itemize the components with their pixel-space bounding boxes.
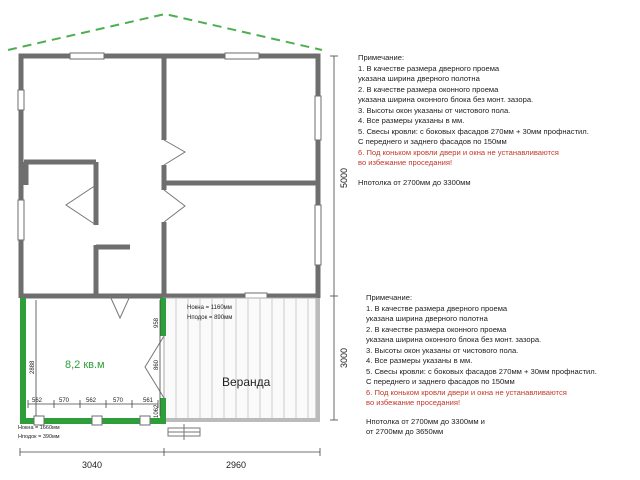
dim-570-b: 570 [113, 398, 124, 404]
notes-bottom [366, 293, 597, 438]
room-area-label: 8,2 кв.м [65, 359, 105, 371]
dim-562-b: 562 [86, 398, 97, 404]
notes-bottom-line: С переднего и заднего фасадов по 150мм [366, 377, 515, 386]
bottom-window-sill: Hподок = 390мм [18, 434, 60, 440]
notes-bottom-line: 4. Все размеры указаны в мм. [366, 356, 473, 365]
dim-2960: 2960 [226, 460, 247, 470]
notes-bottom-line: указана ширина дверного полотна [366, 314, 488, 323]
bottom-window-height: Hокна = 1660мм [18, 425, 60, 431]
dim-860: 860 [154, 359, 160, 370]
notes-top [358, 53, 589, 188]
notes-bottom-ceiling: от 2700мм до 3650мм [366, 427, 444, 436]
notes-top-heading: Примечание: [358, 53, 405, 62]
dim-958: 958 [154, 317, 160, 328]
notes-top-warning: 6. Под коньком кровли двери и окна не устанавливаются [358, 147, 559, 157]
notes-top-ceiling: Hпотолка от 2700мм до 3300мм [358, 177, 471, 187]
notes-bottom-warning: 6. Под коньком кровли двери и окна не устанавливаются [366, 387, 567, 397]
dim-561: 561 [143, 398, 154, 404]
dim-1062: 1062 [154, 404, 160, 418]
dim-3040: 3040 [82, 460, 103, 470]
notes-bottom-line: 5. Свесы кровли: с боковых фасадов 270мм + 30мм профнастил. [366, 366, 597, 376]
notes-top-line: 1. В качестве размера дверного проема [358, 63, 500, 73]
notes-bottom-line: 2. В качестве размера оконного проема [366, 324, 507, 334]
veranda-label: Веранда [222, 375, 271, 389]
notes-bottom-line: указана ширина оконного блока без монт. зазора. [366, 335, 542, 344]
dim-562-a: 562 [32, 398, 43, 404]
notes-top-warning: во избежание проседания! [358, 158, 453, 167]
notes-bottom-warning: во избежание проседания! [366, 398, 461, 407]
windows-upper [18, 53, 321, 299]
notes-top-line: С переднего и заднего фасадов по 150мм [358, 137, 507, 146]
notes-bottom-heading: Примечание: [366, 293, 413, 302]
dim-570-a: 570 [59, 398, 70, 404]
notes-top-line: 3. Высоты окон указаны от чистового пола. [358, 105, 511, 115]
notes-top-line: указана ширина оконного блока без монт. зазора. [358, 95, 534, 104]
veranda-window-sill: Hподок = 890мм [187, 315, 233, 321]
notes-bottom-line: 1. В качестве размера дверного проема [366, 303, 508, 313]
notes-bottom-ceiling: Hпотолка от 2700мм до 3300мм и [366, 416, 485, 426]
veranda-window-height: Hокна = 1160мм [187, 305, 232, 311]
dim-5000: 5000 [339, 167, 349, 188]
dim-3000: 3000 [339, 347, 349, 368]
notes-top-line: 4. Все размеры указаны в мм. [358, 116, 465, 125]
notes-top-line: 2. В качестве размера оконного проема [358, 84, 499, 94]
notes-top-line: 5. Свесы кровли: с боковых фасадов 270мм + 30мм профнастил. [358, 126, 589, 136]
dim-2888: 2888 [30, 360, 36, 374]
notes-top-line: указана ширина дверного полотна [358, 74, 480, 83]
roof-outline [8, 14, 322, 50]
notes-bottom-line: 3. Высоты окон указаны от чистового пола. [366, 345, 519, 355]
doors-upper [66, 140, 185, 318]
outer-walls [21, 56, 318, 298]
